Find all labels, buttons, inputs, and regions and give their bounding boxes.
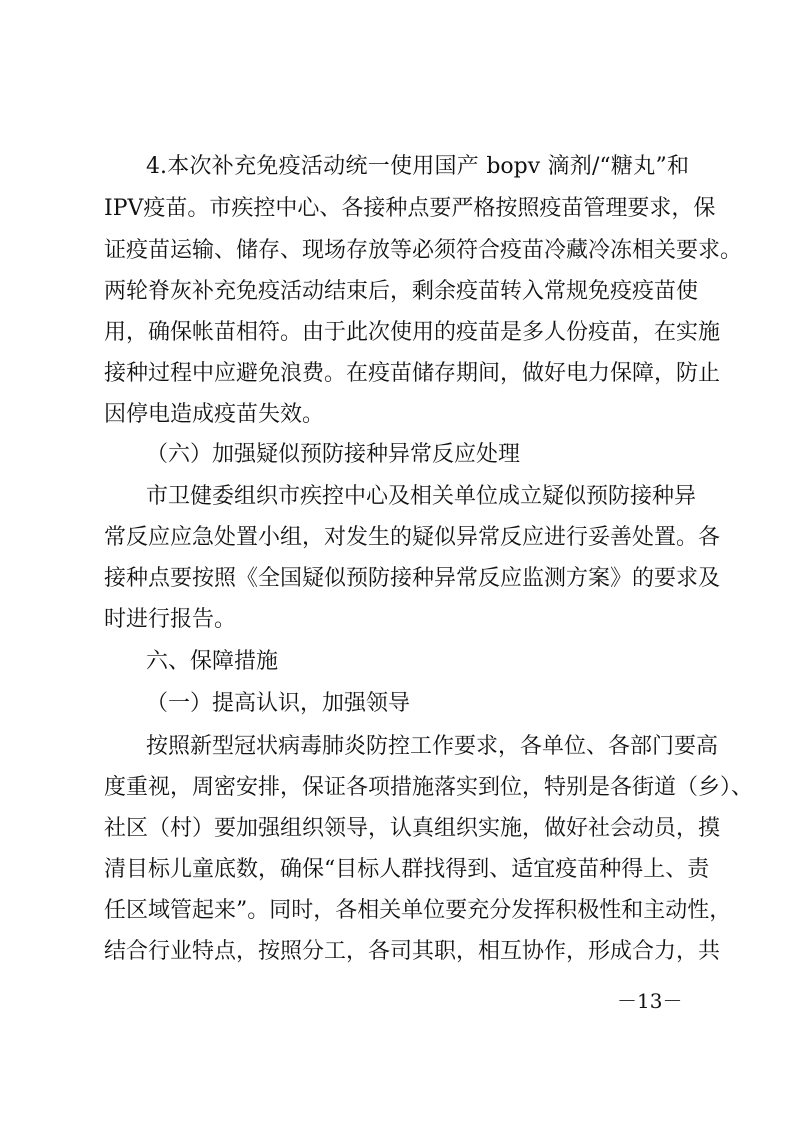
text-line: 用，确保帐苗相符。由于此次使用的疫苗是多人份疫苗，在实施	[104, 320, 721, 345]
text-line: 常反应应急处置小组，对发生的疑似异常反应进行妥善处置。各	[104, 525, 721, 550]
text-line: 结合行业特点，按照分工，各司其职，相互协作，形成合力，共	[104, 939, 721, 964]
subsection-heading: （一）提高认识，加强领导	[146, 691, 411, 716]
text-line: 证疫苗运输、储存、现场存放等必须符合疫苗冷藏冷冻相关要求。	[104, 238, 743, 263]
text-line: 市卫健委组织市疾控中心及相关单位成立疑似预防接种异	[146, 484, 697, 509]
text-line: 社区（村）要加强组织领导，认真组织实施，做好社会动员，摸	[104, 816, 721, 841]
text-line: 两轮脊灰补充免疫活动结束后，剩余疫苗转入常规免疫疫苗使	[104, 279, 699, 304]
text-line: IPV疫苗。市疾控中心、各接种点要严格按照疫苗管理要求，保	[104, 196, 716, 221]
text-line: 任区域管起来”。同时，各相关单位要充分发挥积极性和主动性，	[104, 898, 732, 923]
text-line: 度重视，周密安排，保证各项措施落实到位，特别是各街道（乡）、	[104, 775, 754, 800]
section-heading: 六、保障措施	[146, 649, 279, 674]
text-line: 4.本次补充免疫活动统一使用国产 bopv 滴剂/“糖丸”和	[146, 154, 689, 179]
subsection-heading: （六）加强疑似预防接种异常反应处理	[146, 442, 521, 467]
text-line: 清目标儿童底数，确保“目标人群找得到、适宜疫苗种得上、责	[104, 857, 710, 882]
text-line: 时进行报告。	[104, 607, 237, 632]
text-line: 接种过程中应避免浪费。在疫苗储存期间，做好电力保障，防止	[104, 361, 721, 386]
page-number: －13－	[617, 989, 683, 1013]
text-line: 接种点要按照《全国疑似预防接种异常反应监测方案》的要求及	[104, 566, 721, 591]
text-line: 按照新型冠状病毒肺炎防控工作要求，各单位、各部门要高	[146, 734, 719, 759]
text-line: 因停电造成疫苗失效。	[104, 402, 325, 427]
